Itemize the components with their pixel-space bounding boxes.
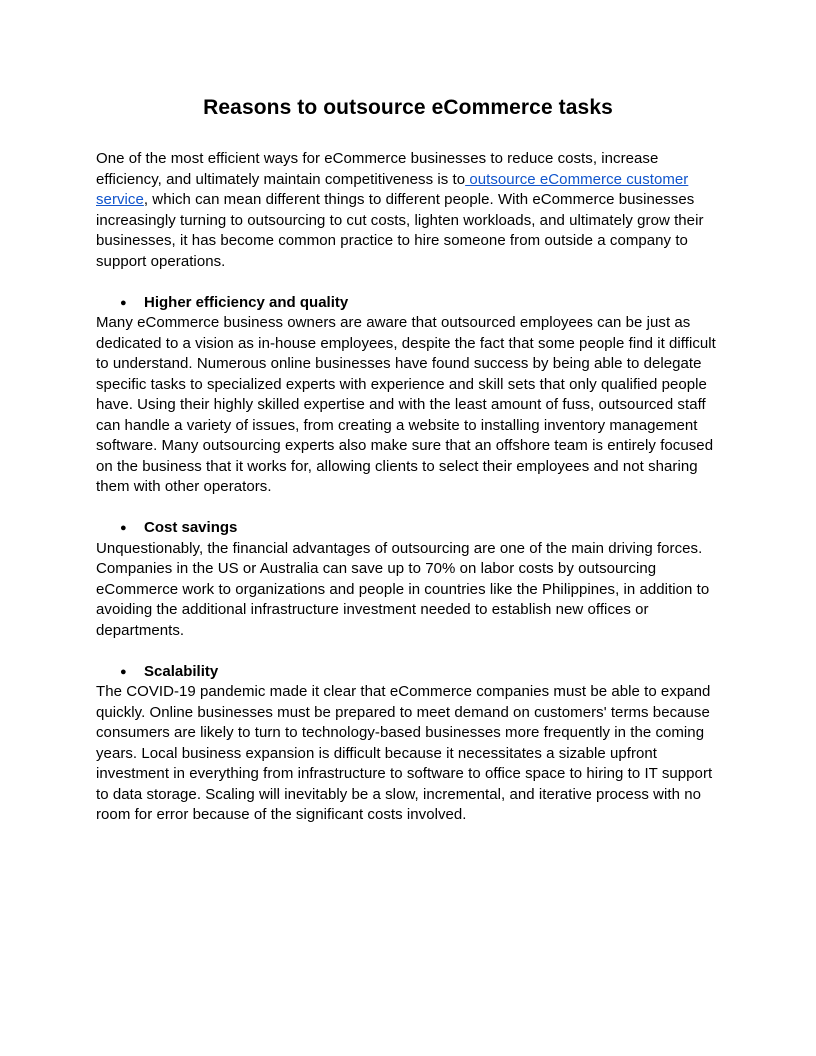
section-heading-text: Higher efficiency and quality bbox=[144, 293, 349, 311]
intro-paragraph bbox=[96, 149, 720, 272]
intro-text-after-link: , which can mean different things to different people. With eCommerce businesses increasingly turning to outsourcing to cut costs, lighten workloads, and ultimately grow their businesses, it has become common practice to hire someone from outside a company to support operations. bbox=[96, 191, 704, 270]
document-page bbox=[96, 94, 720, 826]
intro-text-before-link: One of the most efficient ways for eCommerce businesses to reduce costs, increase efficiency, and ultimately maintain competitiveness is to bbox=[96, 150, 659, 188]
page-title: Reasons to outsource eCommerce tasks bbox=[203, 96, 613, 119]
section-heading-scalability bbox=[96, 662, 720, 683]
spacer bbox=[96, 641, 720, 662]
bullet-icon: ● bbox=[120, 665, 127, 678]
section-heading-text: Cost savings bbox=[144, 519, 238, 536]
section-heading-cost-savings bbox=[96, 518, 720, 539]
bullet-icon: ● bbox=[120, 522, 127, 534]
section-body-scalability: The COVID-19 pandemic made it clear that eCommerce companies must be able to expand quickly. Online businesses must be prepared to meet demand on customers' terms because consumers are likely to turn to technology-based businesses more frequently in the coming years. Local business expansion is difficult because it necessitates a sizable upfront investment in everything from infrastructure to software to office space to hiring to IT support to data storage. Scaling will inevitably be a slow, incremental, and iterative process with no room for error because of the significant costs involved. bbox=[96, 683, 713, 823]
section-body-cost-savings: Unquestionably, the financial advantages of outsourcing are one of the main driving forces. Companies in the US or Australia can save up to 70% on labor costs by outsourcing eCommerce work to organizations and people in countries like the Philippines, in addition to avoiding the additional infrastructure investment needed to establish new offices or departments. bbox=[96, 539, 710, 639]
outsource-customer-service-link[interactable]: outsource eCommerce customer service bbox=[96, 170, 689, 208]
section-heading-text: Scalability bbox=[144, 662, 219, 680]
section-heading-efficiency bbox=[96, 293, 720, 314]
bullet-icon: ● bbox=[120, 296, 127, 309]
section-body-efficiency: Many eCommerce business owners are aware that outsourced employees can be just as dedicated to a vision as in-house employees, despite the fact that some people find it difficult to understand. Numerous online businesses have found success by being able to delegate specific tasks to specialized experts with experience and skill sets that only qualified people have. Using their highly skilled expertise and with the least amount of fuss, outsourced staff can handle a variety of issues, from creating a website to installing inventory management software. Many outsourcing experts also make sure that an offshore team is entirely focused on the business that it works for, allowing clients to select their employees and not sharing them with other operators. bbox=[96, 314, 716, 495]
spacer bbox=[96, 272, 720, 293]
spacer bbox=[96, 498, 720, 519]
